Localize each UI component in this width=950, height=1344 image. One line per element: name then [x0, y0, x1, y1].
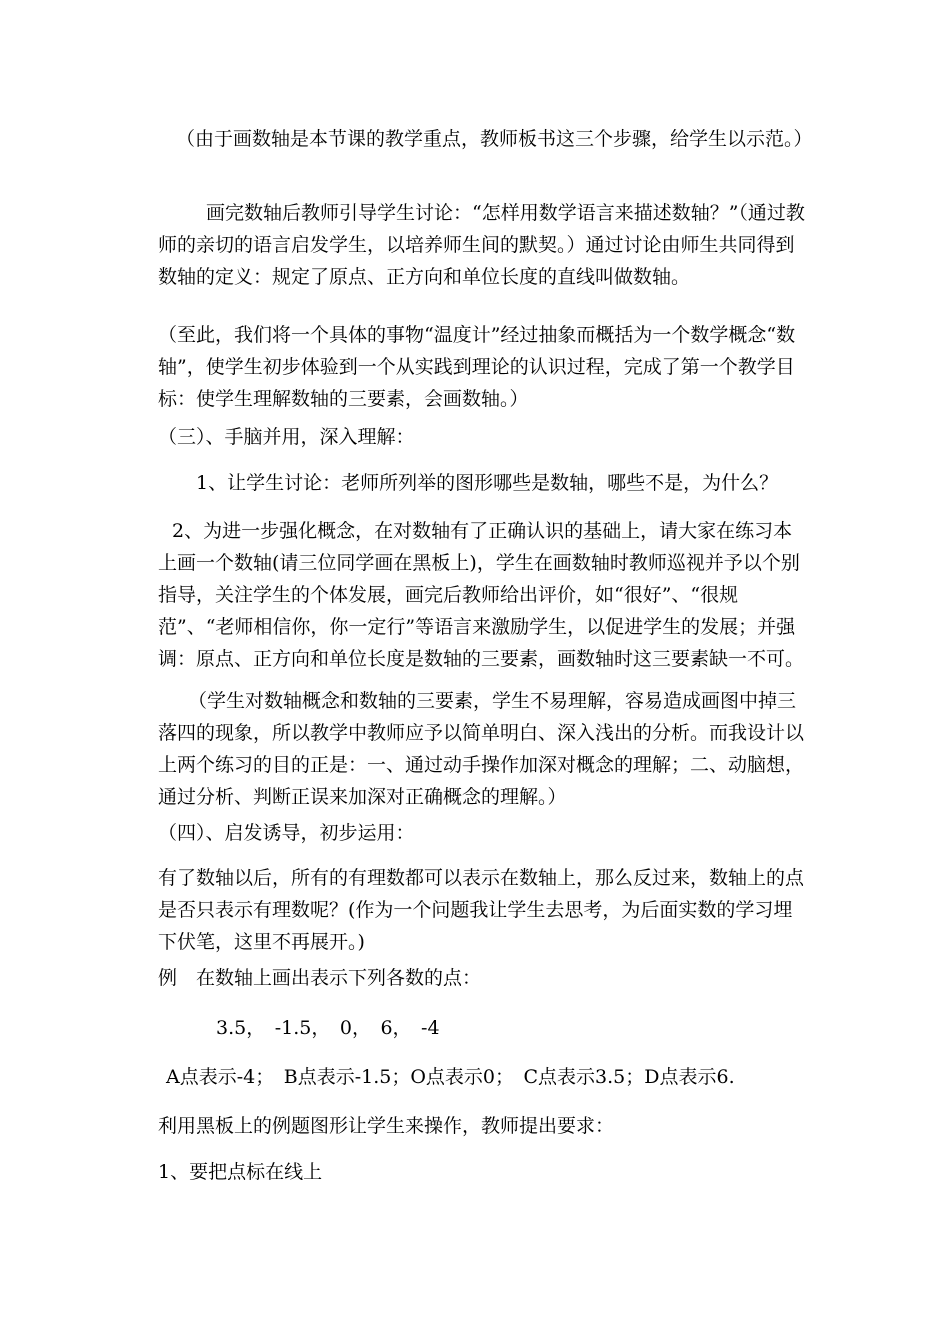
section-heading-3: （三）、手脑并用，深入理解：: [158, 426, 415, 448]
paragraph-axis-definition: 画完数轴后教师引导学生讨论：“怎样用数学语言来描述数轴？”（通过教师的亲切的语言启发学生，以培养师生间的默契。）通过讨论由师生共同得到数轴的定义：规定了原点、正方向和单位长度的直线叫做数轴。: [158, 202, 805, 288]
example-points: A点表示-4； B点表示-1.5；O点表示0； C点表示3.5；D点表示6.: [166, 1066, 735, 1088]
paragraph-note-exercise-purpose: （学生对数轴概念和数轴的三要素，学生不易理解，容易造成画图中掉三落四的现象，所以教学中教师应予以简单明白、深入浅出的分析。而我设计以上两个练习的目的正是：一、通过动手操作加深对概念的理解；二、动脑想，通过分析、判断正误来加深对正确概念的理解。）: [158, 690, 805, 808]
example-prompt: 例 在数轴上画出表示下列各数的点：: [158, 967, 482, 989]
example-numbers: 3.5， -1.5， 0， 6， -4: [216, 1017, 440, 1039]
exercise-1: 1、让学生讨论：老师所列举的图形哪些是数轴，哪些不是，为什么？: [196, 472, 779, 494]
paragraph-rational-question: 有了数轴以后，所有的有理数都可以表示在数轴上，那么反过来，数轴上的点是否只表示有理数呢？(作为一个问题我让学生去思考，为后面实数的学习埋下伏笔，这里不再展开。): [158, 867, 805, 953]
paragraph-operation-request: 利用黑板上的例题图形让学生来操作，教师提出要求：: [158, 1115, 615, 1137]
section-heading-4: （四）、启发诱导，初步运用：: [158, 822, 415, 844]
exercise-2: 2、为进一步强化概念，在对数轴有了正确认识的基础上，请大家在练习本上画一个数轴(请三位同学画在黑板上)，学生在画数轴时教师巡视并予以个别指导，关注学生的个体发展，画完后教师给出评价，如“很好”、“很规范”、“老师相信你，你一定行”等语言来激励学生，以促进学生的发展；并强调：原点、正方向和单位长度是数轴的三要素，画数轴时这三要素缺一不可。: [158, 520, 805, 670]
paragraph-note-board-steps: （由于画数轴是本节课的教学重点，教师板书这三个步骤，给学生以示范。）: [176, 128, 813, 150]
paragraph-note-first-goal: （至此，我们将一个具体的事物“温度计”经过抽象而概括为一个数学概念“数轴”，使学生初步体验到一个从实践到理论的认识过程，完成了第一个教学目标：使学生理解数轴的三要素，会画数轴。）: [158, 324, 796, 410]
requirement-1: 1、要把点标在线上: [158, 1161, 323, 1183]
